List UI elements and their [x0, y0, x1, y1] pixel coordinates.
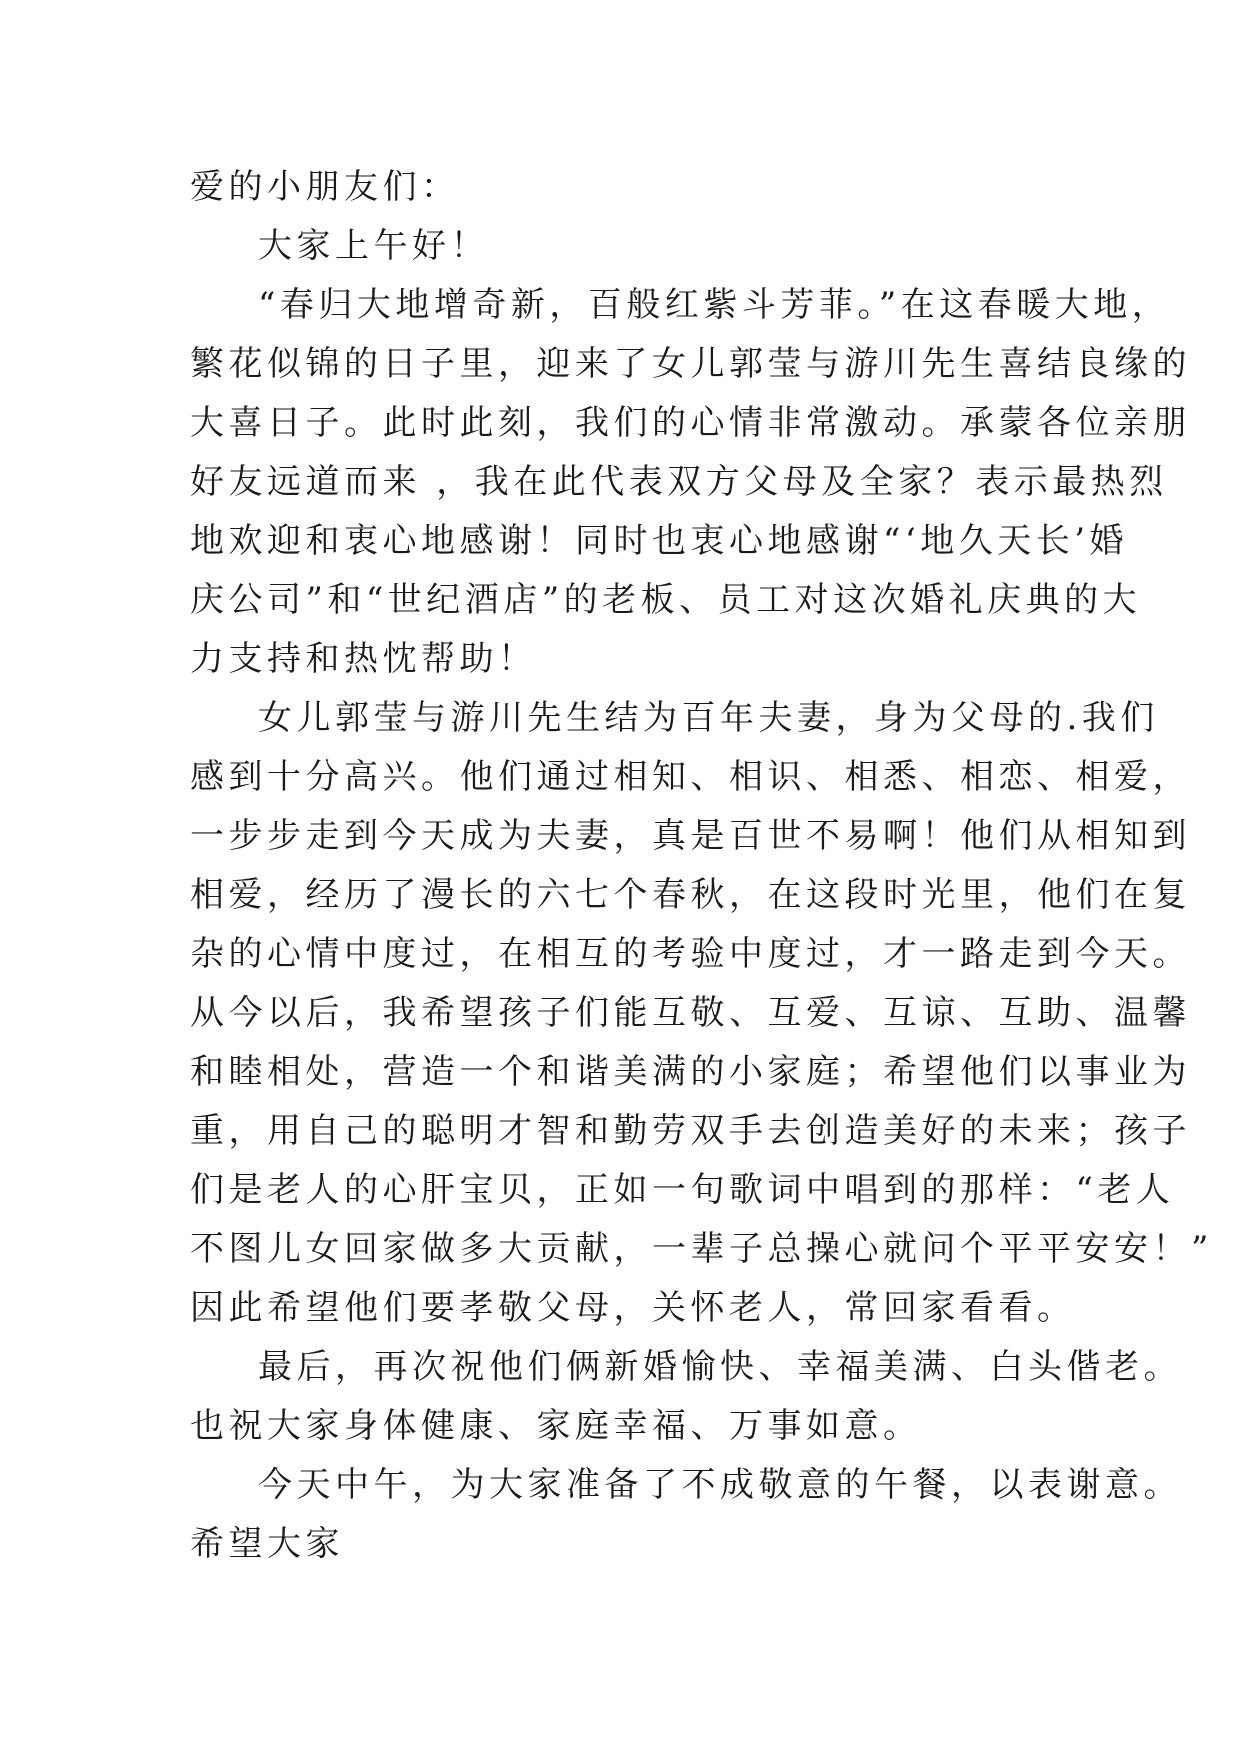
greeting-line: 爱的小朋友们： [190, 167, 460, 207]
salutation-line: 大家上午好！ [258, 226, 489, 266]
text-line: 重，用自己的聪明才智和勤劳双手去创造美好的未来；孩子 [190, 1111, 1191, 1151]
text-line: 力支持和热忱帮助！ [190, 639, 537, 679]
text-line: 一步步走到今天成为夫妻，真是百世不易啊！他们从相知到 [190, 816, 1191, 856]
text-line: 从今以后，我希望孩子们能互敬、互爱、互谅、互助、温馨 [190, 993, 1191, 1033]
text-line: 繁花似锦的日子里，迎来了女儿郭莹与游川先生喜结良缘的 [190, 344, 1191, 384]
text-line: 杂的心情中度过，在相互的考验中度过，才一路走到今天。 [190, 934, 1191, 974]
text-line: 们是老人的心肝宝贝，正如一句歌词中唱到的那样：“老人 [190, 1170, 1175, 1210]
text-line: 也祝大家身体健康、家庭幸福、万事如意。 [190, 1406, 922, 1446]
text-line: 大喜日子。此时此刻，我们的心情非常激动。承蒙各位亲朋 [190, 403, 1191, 443]
text-line: 希望大家 [190, 1524, 344, 1564]
text-line: 和睦相处，营造一个和谐美满的小家庭；希望他们以事业为 [190, 1052, 1191, 1092]
text-line: “春归大地增奇新，百般红紫斗芳菲。”在这春暖大地， [258, 285, 1171, 325]
text-line: 好友远道而来 ，我在此代表双方父母及全家？表示最热烈 [190, 462, 1168, 502]
text-line: 女儿郭莹与游川先生结为百年夫妻，身为父母的.我们 [258, 698, 1159, 738]
text-line: 感到十分高兴。他们通过相知、相识、相悉、相恋、相爱， [190, 757, 1191, 797]
text-line: 庆公司”和“世纪酒店”的老板、员工对这次婚礼庆典的大 [190, 580, 1142, 620]
text-line: 地欢迎和衷心地感谢！同时也衷心地感谢“‘地久天长’婚 [190, 521, 1128, 561]
text-line: 最后，再次祝他们俩新婚愉快、幸福美满、白头偕老。 [258, 1347, 1182, 1387]
text-line: 因此希望他们要孝敬父母，关怀老人，常回家看看。 [190, 1288, 1076, 1328]
text-line: 相爱，经历了漫长的六七个春秋，在这段时光里，他们在复 [190, 875, 1191, 915]
text-line: 今天中午，为大家准备了不成敬意的午餐，以表谢意。 [258, 1465, 1182, 1505]
speech-text-body [190, 158, 1213, 1574]
text-line: 不图儿女回家做多大贡献，一辈子总操心就问个平平安安！” [190, 1229, 1213, 1269]
